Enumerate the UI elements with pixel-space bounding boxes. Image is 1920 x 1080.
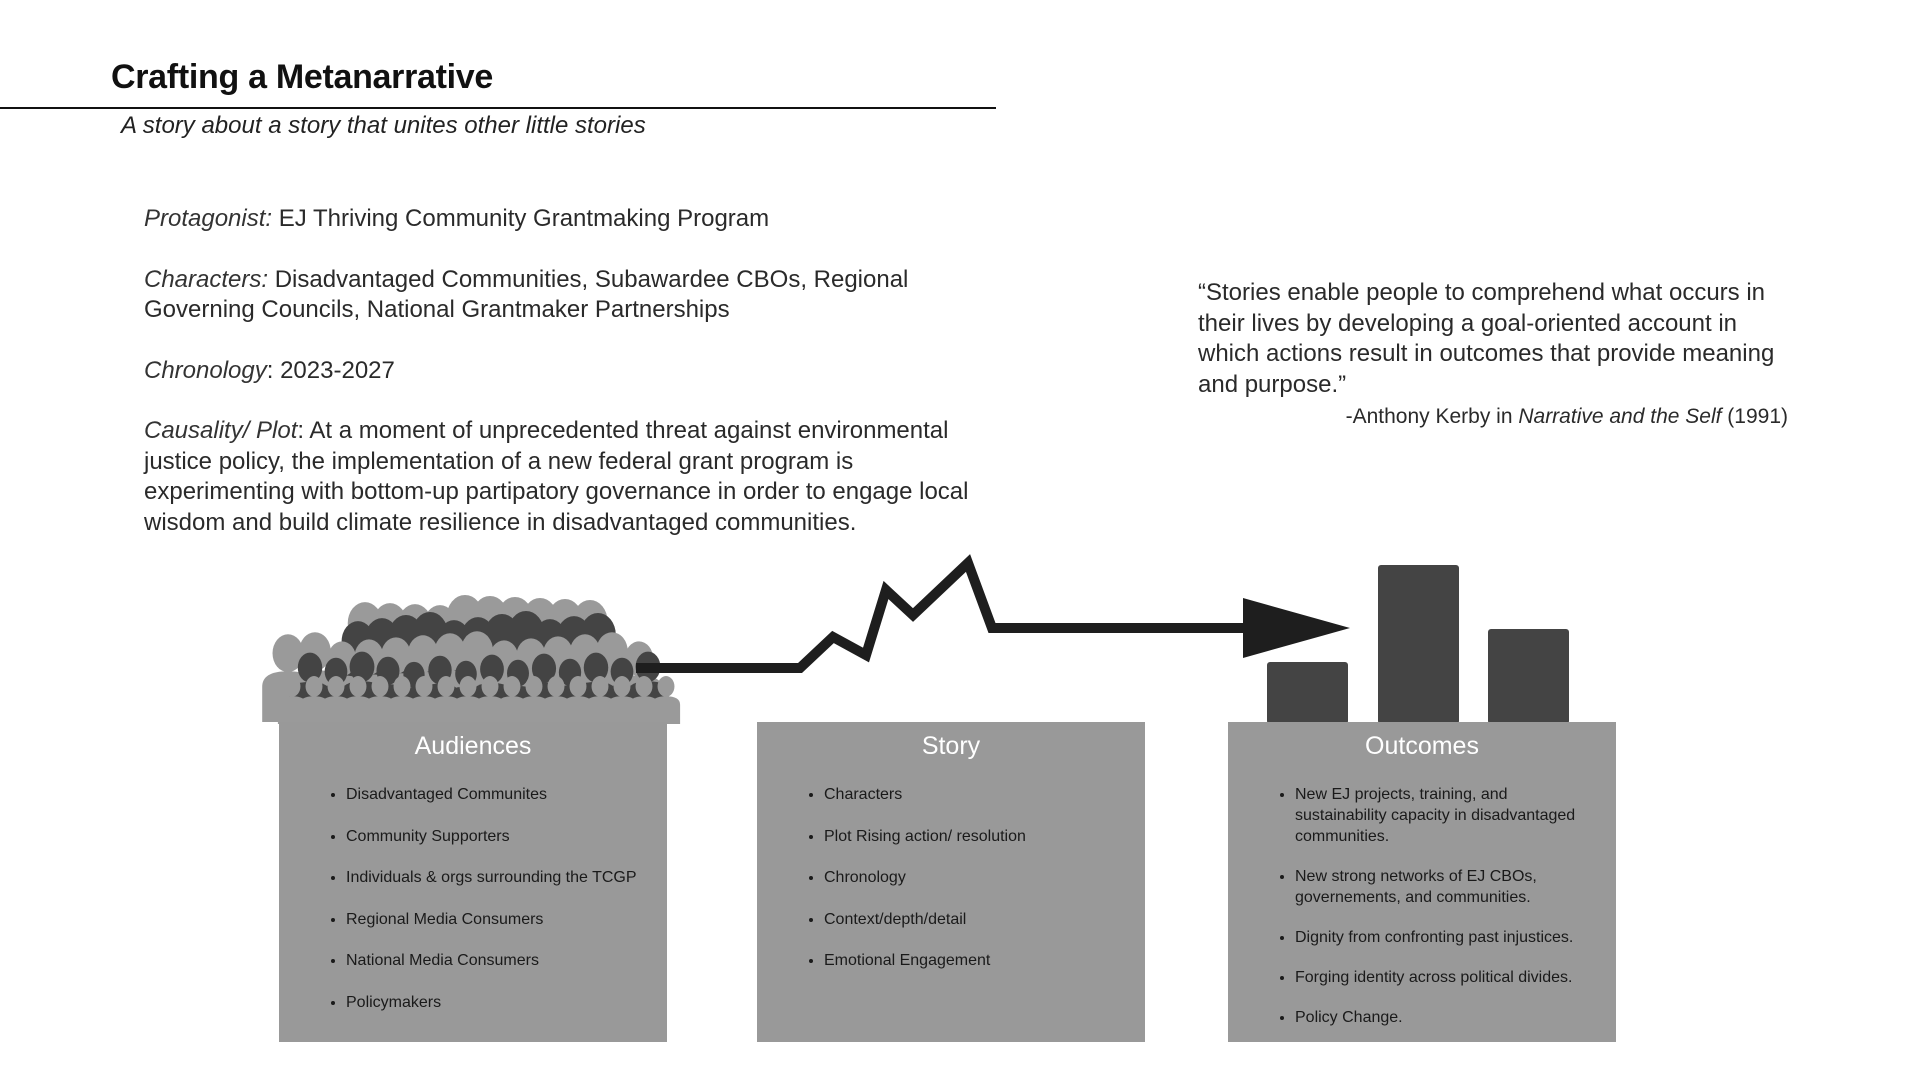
quote-text: “Stories enable people to comprehend what occurs in their lives by developing a goal-oriented account in which actions result in outcomes that provide meaning and purpose.” <box>1198 279 1775 398</box>
outcome-bar-medium <box>1488 629 1569 724</box>
list-item: • Community Supporters <box>346 826 647 847</box>
outcome-bar-short <box>1267 662 1348 724</box>
page-subtitle: A story about a story that unites other little stories <box>121 112 646 139</box>
list-item: • Policymakers <box>346 992 647 1013</box>
list-item: • Individuals & orgs surrounding the TCGP <box>346 867 647 888</box>
attribution-year: (1991) <box>1721 405 1788 428</box>
list-item: • Policy Change. <box>1295 1007 1596 1028</box>
story-list <box>757 784 1145 971</box>
list-item: • National Media Consumers <box>346 950 647 971</box>
list-item: • Dignity from confronting past injustices. <box>1295 927 1596 948</box>
list-item: • Forging identity across political divides. <box>1295 967 1596 988</box>
attribution-prefix: -Anthony Kerby in <box>1345 405 1519 428</box>
list-item: • Characters <box>824 784 1125 805</box>
list-item: • Emotional Engagement <box>824 950 1125 971</box>
audiences-box <box>279 722 667 1042</box>
outcomes-list <box>1228 784 1616 1028</box>
crowd-icon <box>262 595 680 724</box>
characters-label: Characters: <box>144 265 269 293</box>
outcome-bar-tall <box>1378 565 1459 724</box>
characters-text: Disadvantaged Communities, Subawardee CBOs, Regional Governing Councils, National Grantmaker Partnerships <box>144 265 909 323</box>
arrow-head <box>1243 598 1350 658</box>
outcomes-box <box>1228 722 1616 1042</box>
causality-text: : At a moment of unprecedented threat against environmental justice policy, the implementation of a new federal grant program is experimenting with bottom-up partipatory governance in order to engage local wisdom and build climate resilience in disadvantaged communities. <box>144 417 969 536</box>
bar-chart-icon <box>1267 565 1569 724</box>
story-arc-line <box>636 563 1256 668</box>
zigzag-arrow-icon <box>636 563 1350 668</box>
list-item: • Regional Media Consumers <box>346 909 647 930</box>
list-item: • New EJ projects, training, and sustainability capacity in disadvantaged communities. <box>1295 784 1596 847</box>
audiences-title: Audiences <box>414 732 532 760</box>
audiences-list <box>279 784 667 1013</box>
chronology-label: Chronology <box>144 356 267 384</box>
page-title: Crafting a Metanarrative <box>111 58 494 96</box>
story-box <box>757 722 1145 1042</box>
attribution-work: Narrative and the Self <box>1518 405 1722 428</box>
protagonist-text: EJ Thriving Community Grantmaking Program <box>272 205 770 232</box>
protagonist-label: Protagonist: <box>144 205 273 232</box>
list-item: • New strong networks of EJ CBOs, governements, and communities. <box>1295 866 1596 908</box>
list-item: • Disadvantaged Communites <box>346 784 647 805</box>
outcomes-title: Outcomes <box>1365 732 1479 760</box>
chronology-text: : 2023-2027 <box>266 356 395 384</box>
story-title: Story <box>921 732 981 760</box>
list-item: • Chronology <box>824 867 1125 888</box>
causality-label: Causality/ Plot <box>144 417 298 444</box>
list-item: • Context/depth/detail <box>824 909 1125 930</box>
list-item: • Plot Rising action/ resolution <box>824 826 1125 847</box>
